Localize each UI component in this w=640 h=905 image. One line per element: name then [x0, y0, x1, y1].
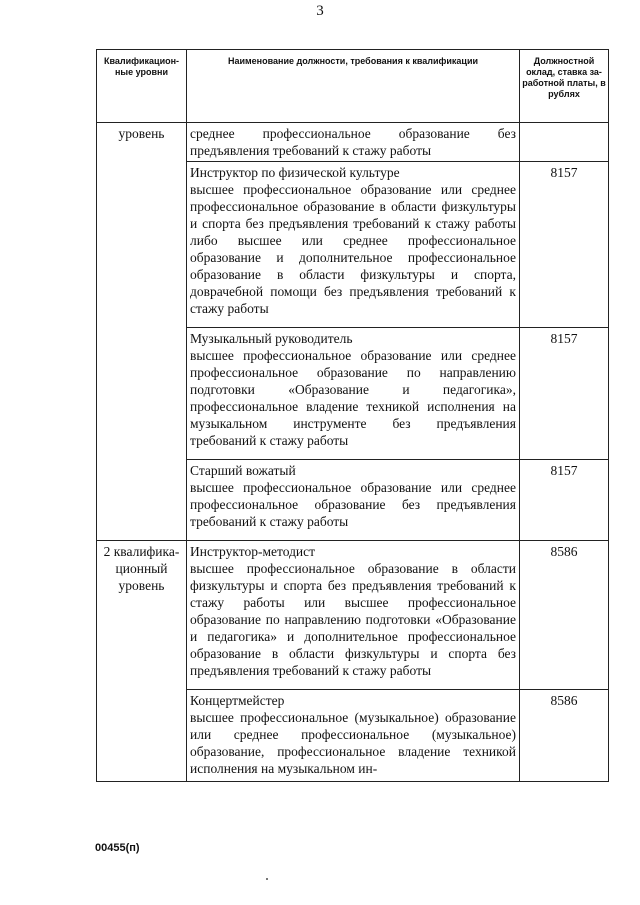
table-row: [97, 123, 609, 162]
position-requirements: высшее профессиональное (музыкальное) образование или среднее профессиональное (музыкальное) образование, профессиональное владение техникой исполнения на музыкальном ин-: [190, 710, 516, 776]
position-title: Инструктор-методист: [190, 544, 316, 559]
header-level: Квалификацион-ные уровни: [97, 50, 187, 123]
level-cell: [97, 162, 187, 328]
level-cell: [97, 690, 187, 782]
position-requirements: высшее профессиональное образование или среднее профессиональное образование в области физкультуры и спорта без предъявления требований к стажу работы либо высшее или среднее профессиональное образование и дополнительное профессиональное образование в области физкультуры и спорта, доврачебной помощи без предъявления требований к стажу работы: [190, 182, 516, 316]
header-position: Наименование должности, требования к квалификации: [187, 50, 520, 123]
level-cell: [97, 460, 187, 541]
position-title: Инструктор по физической культуре: [190, 165, 400, 180]
salary-cell: 8157: [520, 162, 609, 328]
position-cell: [187, 541, 520, 690]
level-cell: [97, 328, 187, 460]
header-salary: Должностной оклад, ставка за-работной платы, в рублях: [520, 50, 609, 123]
table-row: [97, 541, 609, 690]
position-title: Концертмейстер: [190, 693, 285, 708]
salary-cell: 8157: [520, 328, 609, 460]
position-title: Музыкальный руководитель: [190, 331, 353, 346]
position-title: Старший вожатый: [190, 463, 296, 478]
position-cell: [187, 328, 520, 460]
position-requirements: высшее профессиональное образование или среднее профессиональное образование без предъявления требований к стажу работы: [190, 480, 516, 529]
position-cell: [187, 460, 520, 541]
position-cell: [187, 162, 520, 328]
position-cell: [187, 123, 520, 162]
table-header-row: [97, 50, 609, 123]
scan-speck: [266, 878, 268, 880]
qualification-table: [96, 49, 609, 782]
position-requirements: высшее профессиональное образование или среднее профессиональное образование по направлению подготовки «Образование и педагогика», профессиональное владение техникой исполнения на музыкальном инструменте без предъявления требований к стажу работы: [190, 348, 516, 448]
table-row: [97, 690, 609, 782]
position-cell: [187, 690, 520, 782]
level-cell: уровень: [97, 123, 187, 162]
table-row: [97, 460, 609, 541]
document-code: 00455(п): [95, 842, 140, 854]
salary-cell: [520, 123, 609, 162]
position-requirements: среднее профессиональное образование без предъявления требований к стажу работы: [190, 126, 516, 158]
salary-cell: 8586: [520, 541, 609, 690]
level-cell: 2 квалифика-ционный уровень: [97, 541, 187, 690]
position-requirements: высшее профессиональное образование в области физкультуры и спорта без предъявления требований к стажу работы или высшее профессиональное образование по направлению подготовки «Образование и педагогика» и дополнительное профессиональное образование в области физкультуры и спорта без предъявления требований к стажу работы: [190, 561, 516, 678]
table-row: [97, 162, 609, 328]
salary-cell: 8586: [520, 690, 609, 782]
page-number: 3: [316, 3, 324, 19]
table-row: [97, 328, 609, 460]
salary-cell: 8157: [520, 460, 609, 541]
